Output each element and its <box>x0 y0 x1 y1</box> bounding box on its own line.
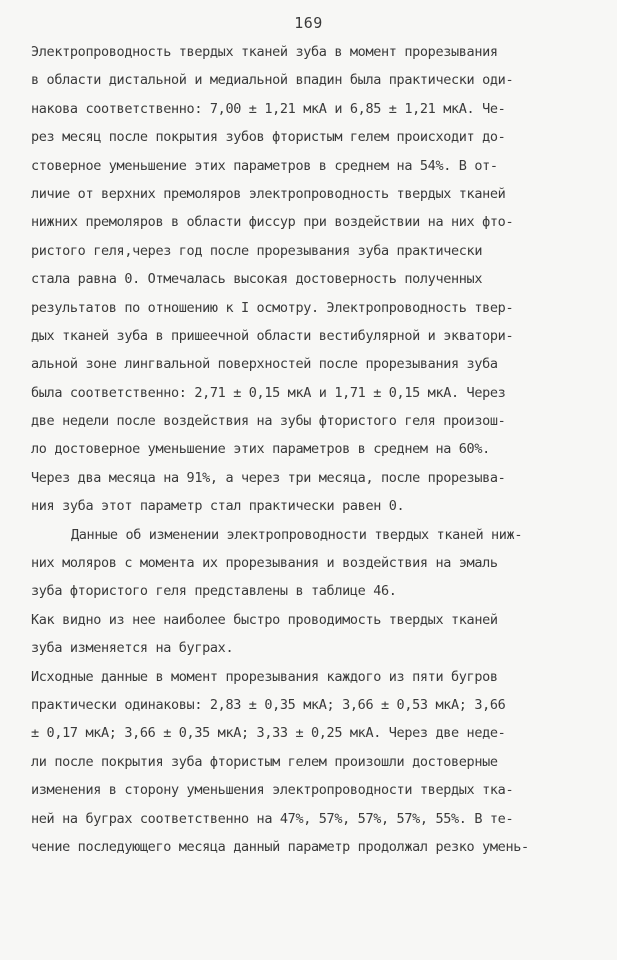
text-line: стала равна 0. Отмечалась высокая достоверность полученных <box>31 271 483 288</box>
text-line: практически одинаковы: 2,83 ± 0,35 мкА; 3,66 ± 0,53 мкА; 3,66 <box>31 696 506 713</box>
text-line: в области дистальной и медиальной впадин была практически оди- <box>31 72 514 89</box>
text-line: Исходные данные в момент прорезывания каждого из пяти бугров <box>31 668 498 685</box>
text-line: была соответственно: 2,71 ± 0,15 мкА и 1,71 ± 0,15 мкА. Через <box>31 384 506 401</box>
text-line: Электропроводность твердых тканей зуба в момент прорезывания <box>31 44 498 60</box>
text-line: изменения в сторону уменьшения электропроводности твердых тка- <box>31 782 514 799</box>
body-text <box>31 38 591 861</box>
text-line: зуба фтористого геля представлены в таблице 46. <box>31 583 397 600</box>
text-line: Через два месяца на 91%, а через три месяца, после прорезыва- <box>31 469 506 486</box>
paragraph-start-line: Данные об изменении электропроводности твердых тканей ниж- <box>71 526 523 543</box>
text-line: дых тканей зуба в пришеечной области вестибулярной и экватори- <box>31 327 514 344</box>
text-line: две недели после воздействия на зубы фтористого геля произош- <box>31 413 506 430</box>
text-line: ± 0,17 мкА; 3,66 ± 0,35 мкА; 3,33 ± 0,25 мкА. Через две неде- <box>31 725 506 742</box>
text-line: ния зуба этот параметр стал практически равен 0. <box>31 498 405 515</box>
text-line: рез месяц после покрытия зубов фтористым гелем происходит до- <box>31 129 506 146</box>
text-line: стоверное уменьшение этих параметров в среднем на 54%. В от- <box>31 157 498 174</box>
text-line: ли после покрытия зуба фтористым гелем произошли достоверные <box>31 753 498 770</box>
text-line: ристого геля,через год после прорезывания зуба практически <box>31 242 483 259</box>
text-line: Как видно из нее наиболее быстро проводимость твердых тканей <box>31 611 498 628</box>
text-line: них моляров с момента их прорезывания и воздействия на эмаль <box>31 555 498 572</box>
text-line: ней на буграх соответственно на 47%, 57%, 57%, 57%, 55%. В те- <box>31 810 514 827</box>
text-line: личие от верхних премоляров электропроводность твердых тканей <box>31 185 506 202</box>
page-number: 169 <box>294 14 323 32</box>
text-line: нижних премоляров в области фиссур при воздействии на них фто- <box>31 214 514 231</box>
text-line: накова соответственно: 7,00 ± 1,21 мкА и 6,85 ± 1,21 мкА. Че- <box>31 100 506 117</box>
text-line: альной зоне лингвальной поверхностей после прорезывания зуба <box>31 356 498 373</box>
text-line: результатов по отношению к I осмотру. Электропроводность твер- <box>31 299 514 316</box>
text-line: зуба изменяется на буграх. <box>31 640 234 657</box>
text-line: чение последующего месяца данный параметр продолжал резко умень- <box>31 838 529 855</box>
text-line: ло достоверное уменьшение этих параметров в среднем на 60%. <box>31 441 490 458</box>
